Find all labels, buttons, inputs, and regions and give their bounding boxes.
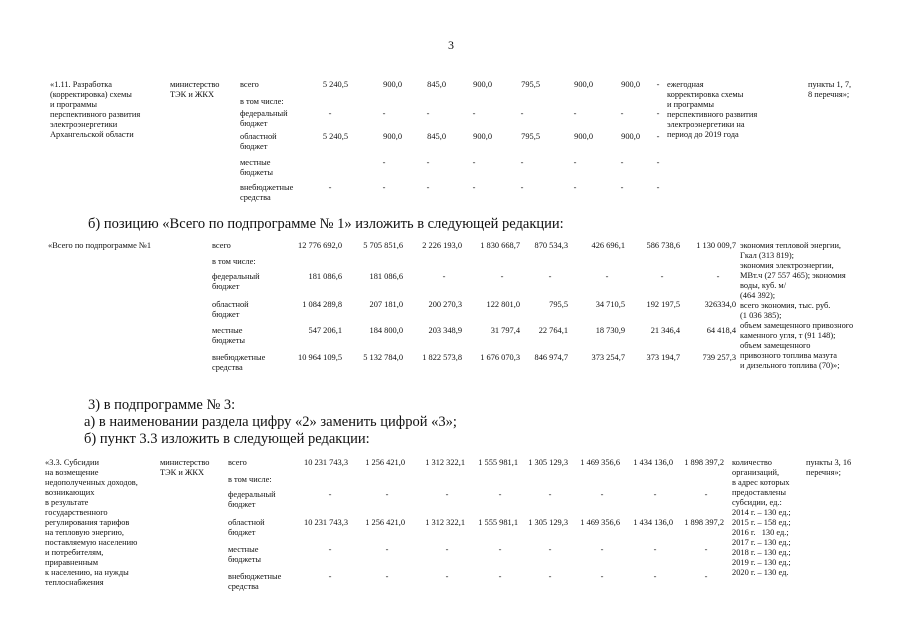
amount-cell: 870 534,3 bbox=[534, 241, 568, 250]
result-cell: экономия тепловой энергии, Гкал (313 819); экономия электроэнергии, МВт.ч (27 557 465); экономия воды, куб. м/ (464 392); всего экономия, тыс. руб. (1 036 385); объем замещенного привозного каменного угля, т (91 148); объем замещенного привозного топлива мазута и дизельного топлива (70)»; bbox=[740, 241, 854, 370]
amount-cell: - bbox=[704, 572, 708, 581]
amount-cell: 373 254,7 bbox=[591, 353, 625, 362]
amount-cell: - bbox=[573, 183, 577, 192]
amount-cell: 5 240,5 bbox=[322, 80, 348, 89]
amount-cell: - bbox=[442, 272, 446, 281]
amount-cell: 181 086,6 bbox=[369, 272, 403, 281]
row-label: федеральный бюджет bbox=[228, 490, 276, 509]
amount-cell: - bbox=[382, 158, 386, 167]
refs-cell: пункты 3, 16 перечня»; bbox=[806, 458, 852, 477]
amount-cell: 1 305 129,3 bbox=[528, 458, 568, 467]
amount-cell: - bbox=[426, 109, 430, 118]
amount-cell: - bbox=[656, 132, 660, 141]
row-label: местные бюджеты bbox=[240, 158, 274, 177]
row-label: областной бюджет bbox=[228, 518, 265, 537]
amount-cell: 5 240,5 bbox=[322, 132, 348, 141]
row-label: внебюджетные средства bbox=[240, 183, 294, 202]
amount-cell: - bbox=[472, 158, 476, 167]
amount-cell: 10 231 743,3 bbox=[304, 458, 348, 467]
amount-cell: 900,0 bbox=[621, 132, 640, 141]
amount-cell: 1 256 421,0 bbox=[365, 518, 405, 527]
amount-cell: 900,0 bbox=[574, 132, 593, 141]
amount-cell: - bbox=[656, 80, 660, 89]
amount-cell: - bbox=[498, 572, 502, 581]
amount-cell: 5 705 851,6 bbox=[363, 241, 403, 250]
amount-cell: - bbox=[573, 109, 577, 118]
amount-cell: - bbox=[328, 183, 332, 192]
amount-cell: - bbox=[600, 572, 604, 581]
row-label: внебюджетные средства bbox=[228, 572, 282, 591]
amount-cell: 22 764,1 bbox=[538, 326, 568, 335]
amount-cell: 900,0 bbox=[621, 80, 640, 89]
heading-subprogram-3: 3) в подпрограмме № 3: bbox=[88, 397, 236, 413]
amount-cell: - bbox=[600, 490, 604, 499]
amount-cell: 21 346,4 bbox=[650, 326, 680, 335]
amount-cell: - bbox=[472, 183, 476, 192]
amount-cell: - bbox=[620, 109, 624, 118]
amount-cell: 12 776 692,0 bbox=[298, 241, 342, 250]
amount-cell: 900,0 bbox=[473, 80, 492, 89]
amount-cell: 10 231 743,3 bbox=[304, 518, 348, 527]
amount-cell: - bbox=[548, 572, 552, 581]
amount-cell: - bbox=[382, 183, 386, 192]
amount-cell: - bbox=[385, 572, 389, 581]
amount-cell: 900,0 bbox=[383, 80, 402, 89]
amount-cell: 1 434 136,0 bbox=[633, 458, 673, 467]
amount-cell: 1 312 322,1 bbox=[425, 518, 465, 527]
row-label: в том числе: bbox=[228, 475, 272, 484]
amount-cell: 1 084 289,8 bbox=[302, 300, 342, 309]
refs-cell: пункты 1, 7, 8 перечня»; bbox=[808, 80, 852, 99]
amount-cell: - bbox=[660, 272, 664, 281]
amount-cell: - bbox=[426, 183, 430, 192]
amount-cell: - bbox=[716, 272, 720, 281]
amount-cell: 181 086,6 bbox=[308, 272, 342, 281]
amount-cell: 1 676 070,3 bbox=[480, 353, 520, 362]
amount-cell: 1 830 668,7 bbox=[480, 241, 520, 250]
amount-cell: 373 194,7 bbox=[646, 353, 680, 362]
amount-cell: 200 270,3 bbox=[428, 300, 462, 309]
executor-cell: министерство ТЭК и ЖКХ bbox=[170, 80, 220, 99]
amount-cell: 1 469 356,6 bbox=[580, 458, 620, 467]
row-label: в том числе: bbox=[212, 257, 256, 266]
amount-cell: 31 797,4 bbox=[490, 326, 520, 335]
amount-cell: 1 898 397,2 bbox=[684, 518, 724, 527]
amount-cell: - bbox=[328, 109, 332, 118]
amount-cell: - bbox=[548, 272, 552, 281]
amount-cell: - bbox=[472, 109, 476, 118]
row-label: всего bbox=[240, 80, 259, 89]
total-title: «Всего по подпрограмме №1 bbox=[48, 241, 152, 250]
amount-cell: - bbox=[600, 545, 604, 554]
amount-cell: - bbox=[656, 183, 660, 192]
amount-cell: - bbox=[656, 158, 660, 167]
amount-cell: - bbox=[385, 490, 389, 499]
amount-cell: - bbox=[573, 158, 577, 167]
amount-cell: - bbox=[500, 272, 504, 281]
amount-cell: 203 348,9 bbox=[428, 326, 462, 335]
amount-cell: 845,0 bbox=[427, 132, 446, 141]
row-label: федеральный бюджет bbox=[240, 109, 288, 128]
row-label: внебюджетные средства bbox=[212, 353, 266, 372]
amount-cell: 900,0 bbox=[383, 132, 402, 141]
result-cell: количество организаций, в адрес которых предоставлены субсидии, ед.: 2014 г. – 130 ед.; 2015 г. – 158 ед.; 2016 г. 130 ед.; 2017 г. – 130 ед.; 2018 г. – 130 ед.; 2019 г. – 130 ед.; 2020 г. – 130 ед. bbox=[732, 458, 791, 577]
amount-cell: 184 800,0 bbox=[369, 326, 403, 335]
heading-b-item-3-3: б) пункт 3.3 изложить в следующей редакции: bbox=[84, 431, 370, 447]
amount-cell: - bbox=[704, 490, 708, 499]
amount-cell: - bbox=[426, 158, 430, 167]
amount-cell: 795,5 bbox=[521, 132, 540, 141]
amount-cell: 1 434 136,0 bbox=[633, 518, 673, 527]
amount-cell: - bbox=[620, 158, 624, 167]
amount-cell: 795,5 bbox=[549, 300, 568, 309]
row-label: областной бюджет bbox=[240, 132, 277, 151]
heading-b-position: б) позицию «Всего по подпрограмме № 1» изложить в следующей редакции: bbox=[88, 216, 564, 232]
amount-cell: - bbox=[445, 572, 449, 581]
row-label: местные бюджеты bbox=[212, 326, 246, 345]
amount-cell: 1 555 981,1 bbox=[478, 518, 518, 527]
amount-cell: - bbox=[498, 490, 502, 499]
amount-cell: - bbox=[445, 490, 449, 499]
amount-cell: - bbox=[653, 490, 657, 499]
item-title-1-11: «1.11. Разработка (корректировка) схемы и программы перспективного развития электроэнергетики Архангельской области bbox=[50, 80, 141, 139]
result-cell: ежегодная корректировка схемы и программы перспективного развития электроэнергетики на период до 2019 года bbox=[667, 80, 758, 139]
amount-cell: - bbox=[656, 109, 660, 118]
amount-cell: 207 181,0 bbox=[369, 300, 403, 309]
amount-cell: 192 197,5 bbox=[646, 300, 680, 309]
amount-cell: - bbox=[328, 490, 332, 499]
amount-cell: 845,0 bbox=[427, 80, 446, 89]
amount-cell: - bbox=[328, 572, 332, 581]
amount-cell: - bbox=[520, 109, 524, 118]
amount-cell: 846 974,7 bbox=[534, 353, 568, 362]
amount-cell: 795,5 bbox=[521, 80, 540, 89]
amount-cell: 900,0 bbox=[473, 132, 492, 141]
amount-cell: - bbox=[445, 545, 449, 554]
page-number: 3 bbox=[448, 38, 454, 52]
amount-cell: 10 964 109,5 bbox=[298, 353, 342, 362]
amount-cell: - bbox=[653, 545, 657, 554]
amount-cell: 64 418,4 bbox=[706, 326, 736, 335]
amount-cell: 426 696,1 bbox=[591, 241, 625, 250]
amount-cell: - bbox=[704, 545, 708, 554]
heading-a-rename: а) в наименовании раздела цифру «2» заменить цифрой «3»; bbox=[84, 414, 457, 430]
amount-cell: 1 312 322,1 bbox=[425, 458, 465, 467]
amount-cell: 5 132 784,0 bbox=[363, 353, 403, 362]
row-label: федеральный бюджет bbox=[212, 272, 260, 291]
row-label: областной бюджет bbox=[212, 300, 249, 319]
amount-cell: - bbox=[385, 545, 389, 554]
amount-cell: 739 257,3 bbox=[702, 353, 736, 362]
amount-cell: 1 822 573,8 bbox=[422, 353, 462, 362]
amount-cell: - bbox=[498, 545, 502, 554]
amount-cell: 34 710,5 bbox=[595, 300, 625, 309]
amount-cell: 1 130 009,7 bbox=[696, 241, 736, 250]
amount-cell: - bbox=[605, 272, 609, 281]
row-label: местные бюджеты bbox=[228, 545, 262, 564]
executor-cell: министерство ТЭК и ЖКХ bbox=[160, 458, 210, 477]
amount-cell: 18 730,9 bbox=[595, 326, 625, 335]
amount-cell: 1 469 356,6 bbox=[580, 518, 620, 527]
amount-cell: - bbox=[548, 545, 552, 554]
amount-cell: - bbox=[382, 109, 386, 118]
amount-cell: - bbox=[328, 545, 332, 554]
amount-cell: 1 898 397,2 bbox=[684, 458, 724, 467]
amount-cell: - bbox=[548, 490, 552, 499]
amount-cell: 1 555 981,1 bbox=[478, 458, 518, 467]
amount-cell: 2 226 193,0 bbox=[422, 241, 462, 250]
amount-cell: - bbox=[520, 183, 524, 192]
amount-cell: - bbox=[653, 572, 657, 581]
amount-cell: 1 256 421,0 bbox=[365, 458, 405, 467]
amount-cell: 122 801,0 bbox=[486, 300, 520, 309]
amount-cell: 900,0 bbox=[574, 80, 593, 89]
amount-cell: - bbox=[520, 158, 524, 167]
row-label: в том числе: bbox=[240, 97, 284, 106]
amount-cell: 586 738,6 bbox=[646, 241, 680, 250]
amount-cell: 1 305 129,3 bbox=[528, 518, 568, 527]
amount-cell: 326334,0 bbox=[704, 300, 736, 309]
amount-cell: 547 206,1 bbox=[308, 326, 342, 335]
item-title-3-3: «3.3. Субсидии на возмещение недополученных доходов, возникающих в результате государственного регулирования тарифов на тепловую энергию, поставляемую населению и потребителям, приравненным к населению, на нужды теплоснабжения bbox=[45, 458, 138, 587]
amount-cell: - bbox=[620, 183, 624, 192]
row-label: всего bbox=[228, 458, 247, 467]
row-label: всего bbox=[212, 241, 231, 250]
